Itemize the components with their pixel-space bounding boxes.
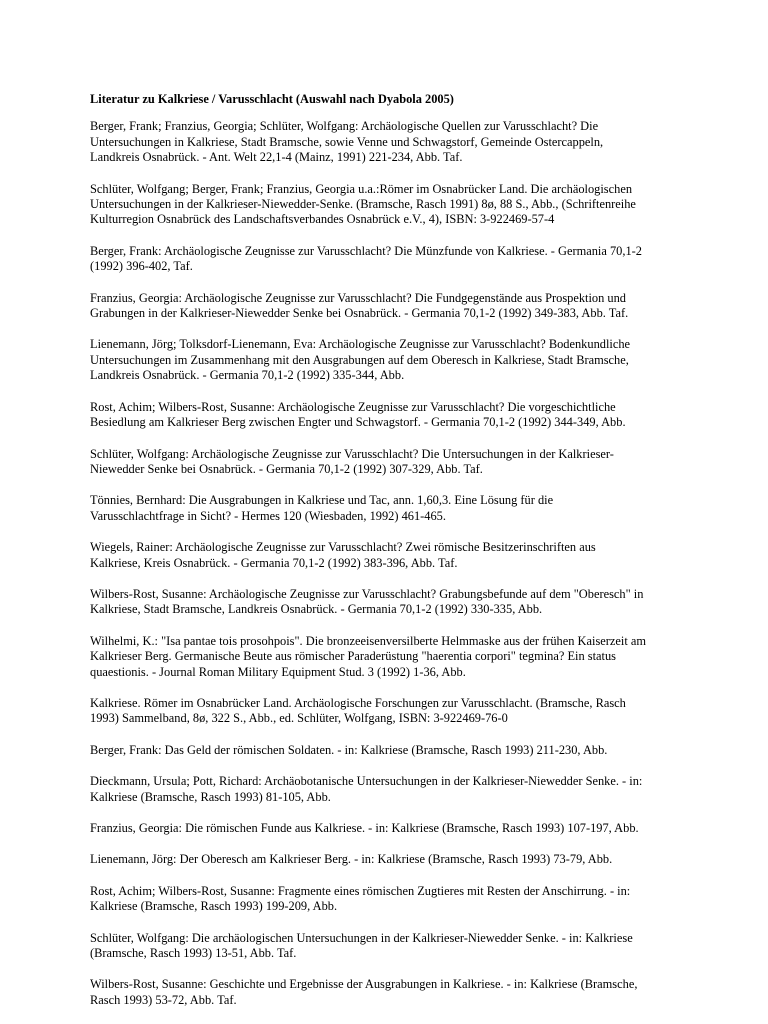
bibliography-entry	[90, 977, 690, 1008]
entry-line: Berger, Frank: Das Geld der römischen Soldaten. - in: Kalkriese (Bramsche, Rasch 1993) 211-230, Abb.	[90, 742, 608, 757]
entry-line: 1993) Sammelband, 8ø, 322 S., Abb., ed. Schlüter, Wolfgang, ISBN: 3-922469-76-0	[90, 711, 508, 726]
entry-line: (Bramsche, Rasch 1993) 13-51, Abb. Taf.	[90, 946, 297, 961]
entry-line: Untersuchungen in Kalkriese, Stadt Bramsche, sowie Venne und Schwagstorf, Gemeinde Ostercappeln,	[90, 134, 604, 149]
entry-line: Untersuchungen im Zusammenhang mit den Ausgrabungen auf dem Oberesch in Kalkriese, Stadt Bramsche,	[90, 352, 629, 367]
bibliography-entry	[90, 743, 690, 758]
bibliography-entry	[90, 291, 690, 322]
entry-line: Lienemann, Jörg: Der Oberesch am Kalkrieser Berg. - in: Kalkriese (Bramsche, Rasch 1993) 73-79, Abb.	[90, 852, 613, 867]
bibliography-entry	[90, 696, 690, 727]
entry-line: (1992) 396-402, Taf.	[90, 259, 193, 274]
bibliography-entry	[90, 182, 690, 228]
entry-line: Kalkriese (Bramsche, Rasch 1993) 199-209, Abb.	[90, 899, 338, 914]
bibliography-entry	[90, 337, 690, 383]
entry-line: Kalkriese, Kreis Osnabrück. - Germania 70,1-2 (1992) 383-396, Abb. Taf.	[90, 555, 458, 570]
bibliography-list	[90, 119, 690, 1008]
document-title: Literatur zu Kalkriese / Varusschlacht (Auswahl nach Dyabola 2005)	[90, 92, 454, 106]
entry-line: quaestionis. - Journal Roman Military Equipment Stud. 3 (1992) 1-36, Abb.	[90, 664, 466, 679]
bibliography-entry	[90, 884, 690, 915]
entry-line: Wiegels, Rainer: Archäologische Zeugnisse zur Varusschlacht? Zwei römische Besitzerinschriften aus	[90, 540, 596, 555]
bibliography-entry	[90, 119, 690, 165]
entry-line: Kalkriese, Stadt Bramsche, Landkreis Osnabrück. - Germania 70,1-2 (1992) 330-335, Abb.	[90, 602, 543, 617]
entry-line: Niewedder Senke bei Osnabrück. - Germania 70,1-2 (1992) 307-329, Abb. Taf.	[90, 461, 483, 476]
entry-line: Wilhelmi, K.: "Isa pantae tois prosohpois". Die bronzeeisenversilberte Helmmaske aus der frühen Kaiserzeit am	[90, 633, 647, 648]
entry-line: Franzius, Georgia: Archäologische Zeugnisse zur Varusschlacht? Die Fundgegenstände aus Prospektion und	[90, 290, 627, 305]
entry-line: Rost, Achim; Wilbers-Rost, Susanne: Archäologische Zeugnisse zur Varusschlacht? Die vorgeschichtliche	[90, 399, 616, 414]
entry-line: Rasch 1993) 53-72, Abb. Taf.	[90, 992, 237, 1007]
entry-line: Berger, Frank; Franzius, Georgia; Schlüter, Wolfgang: Archäologische Quellen zur Varusschlacht? Die	[90, 119, 599, 134]
entry-line: Kalkriese (Bramsche, Rasch 1993) 81-105, Abb.	[90, 789, 331, 804]
document-page	[90, 92, 690, 1024]
bibliography-entry	[90, 540, 690, 571]
bibliography-entry	[90, 931, 690, 962]
entry-line: Wilbers-Rost, Susanne: Archäologische Zeugnisse zur Varusschlacht? Grabungsbefunde auf dem "Oberesch" in	[90, 586, 644, 601]
entry-line: Kalkrieser Berg. Germanische Beute aus römischer Paraderüstung "haerentia corpori" tegmina? Ein status	[90, 649, 616, 664]
entry-line: Rost, Achim; Wilbers-Rost, Susanne: Fragmente eines römischen Zugtieres mit Resten der Anschirrung. - in:	[90, 883, 631, 898]
bibliography-entry	[90, 821, 690, 836]
entry-line: Besiedlung am Kalkrieser Berg zwischen Engter und Schwagstorf. - Germania 70,1-2 (1992) 344-349, Abb.	[90, 415, 626, 430]
entry-line: Kalkriese. Römer im Osnabrücker Land. Archäologische Forschungen zur Varusschlacht. (Bramsche, Rasch	[90, 695, 626, 710]
entry-line: Kulturregion Osnabrück des Landschaftsverbandes Osnabrück e.V., 4), ISBN: 3-922469-57-4	[90, 212, 555, 227]
entry-line: Berger, Frank: Archäologische Zeugnisse zur Varusschlacht? Die Münzfunde von Kalkriese. - Germania 70,1-2	[90, 243, 642, 258]
entry-line: Varusschlachtfrage in Sicht? - Hermes 120 (Wiesbaden, 1992) 461-465.	[90, 508, 446, 523]
bibliography-entry	[90, 852, 690, 867]
bibliography-entry	[90, 400, 690, 431]
entry-line: Untersuchungen in der Kalkrieser-Niewedder-Senke. (Bramsche, Rasch 1991) 8ø, 88 S., Abb., (Schriftenreihe	[90, 197, 636, 212]
bibliography-entry	[90, 493, 690, 524]
bibliography-entry	[90, 587, 690, 618]
entry-line: Franzius, Georgia: Die römischen Funde aus Kalkriese. - in: Kalkriese (Bramsche, Rasch 1993) 107-197, Abb.	[90, 821, 639, 835]
entry-line: Lienemann, Jörg; Tolksdorf-Lienemann, Eva: Archäologische Zeugnisse zur Varusschlacht? Bodenkundliche	[90, 337, 631, 352]
bibliography-entry	[90, 774, 690, 805]
bibliography-entry	[90, 244, 690, 275]
entry-line: Schlüter, Wolfgang; Berger, Frank; Franzius, Georgia u.a.:Römer im Osnabrücker Land. Die archäologischen	[90, 181, 633, 196]
entry-line: Landkreis Osnabrück. - Ant. Welt 22,1-4 (Mainz, 1991) 221-234, Abb. Taf.	[90, 150, 463, 165]
bibliography-entry	[90, 634, 690, 680]
bibliography-entry	[90, 447, 690, 478]
entry-line: Schlüter, Wolfgang: Archäologische Zeugnisse zur Varusschlacht? Die Untersuchungen in der Kalkrieser-	[90, 446, 614, 461]
entry-line: Tönnies, Bernhard: Die Ausgrabungen in Kalkriese und Tac, ann. 1,60,3. Eine Lösung für die	[90, 493, 554, 508]
entry-line: Schlüter, Wolfgang: Die archäologischen Untersuchungen in der Kalkrieser-Niewedder Senke. - in: Kalkriese	[90, 930, 633, 945]
entry-line: Wilbers-Rost, Susanne: Geschichte und Ergebnisse der Ausgrabungen in Kalkriese. - in: Kalkriese (Bramsche,	[90, 977, 638, 992]
entry-line: Landkreis Osnabrück. - Germania 70,1-2 (1992) 335-344, Abb.	[90, 368, 405, 383]
entry-line: Dieckmann, Ursula; Pott, Richard: Archäobotanische Untersuchungen in der Kalkrieser-Niewedder Senke. - in:	[90, 774, 643, 789]
entry-line: Grabungen in der Kalkrieser-Niewedder Senke bei Osnabrück. - Germania 70,1-2 (1992) 349-383, Abb. Taf.	[90, 306, 629, 321]
